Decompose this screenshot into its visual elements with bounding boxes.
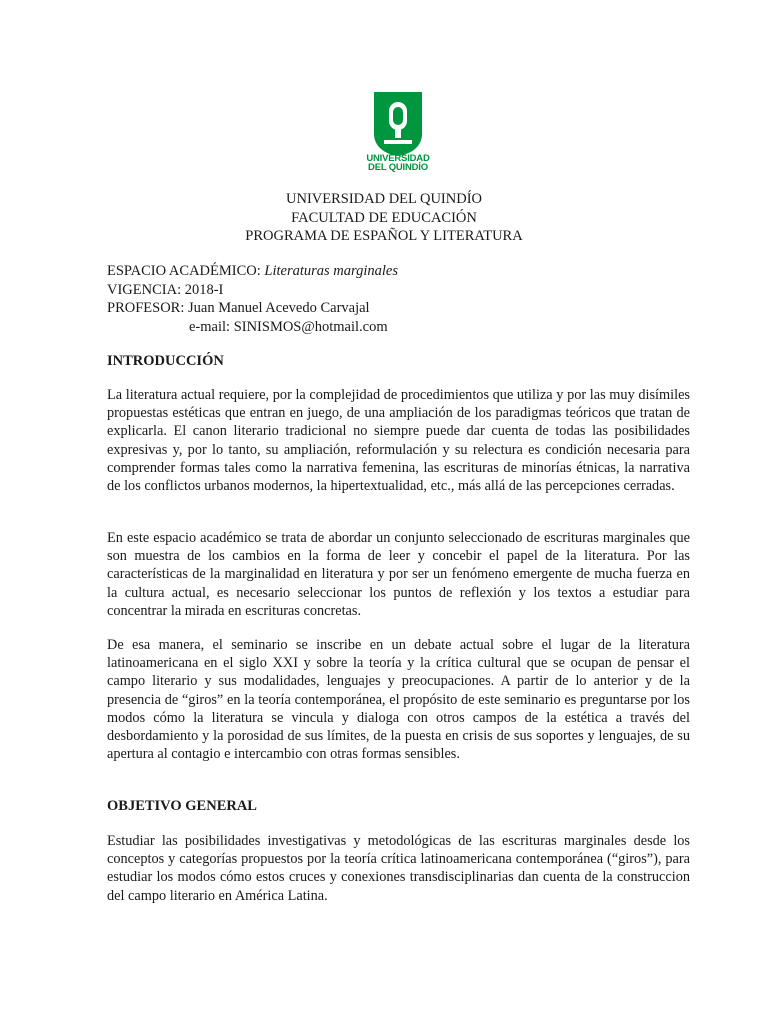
course-info bbox=[107, 262, 398, 336]
intro-paragraph-2 bbox=[107, 529, 690, 620]
espacio-label: ESPACIO ACADÉMICO: bbox=[107, 263, 265, 279]
espacio-academico-line bbox=[107, 262, 398, 281]
intro-paragraph-1 bbox=[107, 386, 690, 495]
paragraph-text: De esa manera, el seminario se inscribe en un debate actual sobre el lugar de la literatura latinoamericana en el siglo XXI y sobre la teoría y la crítica cultural que se ocupan de pensar el campo literario y sus modalidades, lenguajes y preocupaciones. A partir de lo anterior y de la presencia de “giros” en la teoría contemporánea, el propósito de este seminario es preguntarse por los modos cómo la literatura se vincula y dialoga con otros campos de la estética a través del desbordamiento y la porosidad de sus límites, de la puesta en crisis de sus soportes y lenguajes, de su apertura al contagio e intercambio con otras formas sensibles. bbox=[107, 637, 690, 763]
intro-paragraph-3 bbox=[107, 636, 690, 763]
email-line: e-mail: SINISMOS@hotmail.com bbox=[189, 318, 388, 335]
paragraph-text: Estudiar las posibilidades investigativas y metodológicas de las escrituras marginales desde los conceptos y categorías propuestos por la teoría crítica latinoamericana contemporánea (“giros”), para estudiar los modos cómo estos cruces y conexiones transdisciplinarias dan cuenta de la construccion del campo literario en América Latina. bbox=[107, 833, 690, 904]
document-header bbox=[0, 190, 768, 246]
objetivo-paragraph bbox=[107, 832, 690, 905]
logo-text-line2: DEL QUINDÍO bbox=[368, 162, 428, 173]
profesor-line: PROFESOR: Juan Manuel Acevedo Carvajal bbox=[107, 300, 370, 316]
university-name: UNIVERSIDAD DEL QUINDÍO bbox=[286, 191, 482, 207]
paragraph-text: En este espacio académico se trata de abordar un conjunto seleccionado de escrituras marginales que son muestra de los cambios en la forma de leer y concebir el papel de la literatura. Por las características de la marginalidad en literatura y por ser un fenómeno emergente de mucha fuerza en la cultura actual, es necesario seleccionar los puntos de reflexión y los textos a estudiar para concentrar la mirada en escrituras concretas. bbox=[107, 530, 690, 619]
faculty-name: FACULTAD DE EDUCACIÓN bbox=[291, 209, 477, 226]
program-name: PROGRAMA DE ESPAÑOL Y LITERATURA bbox=[245, 228, 523, 244]
objetivo-heading: OBJETIVO GENERAL bbox=[107, 798, 257, 814]
logo-text-line1: UNIVERSIDAD bbox=[366, 153, 430, 164]
introduccion-heading: INTRODUCCIÓN bbox=[107, 353, 224, 369]
vigencia-line: VIGENCIA: 2018-I bbox=[107, 281, 224, 298]
university-logo bbox=[362, 90, 434, 176]
espacio-value: Literaturas marginales bbox=[264, 263, 398, 279]
paragraph-text: La literatura actual requiere, por la complejidad de procedimientos que utiliza y por las muy disímiles propuestas estéticas que entran en juego, de una ampliación de los paradigmas teóricos que tratan de explicarla. El canon literario tradicional no siempre puede dar cuenta de todas las posibilidades expresivas y, por lo tanto, su ampliación, reformulación y su relectura es condición necesaria para comprender formas tales como la narrativa femenina, las escrituras de minorías étnicas, la narrativa de los conflictos urbanos modernos, la hipertextualidad, etc., más allá de las percepciones cerradas. bbox=[107, 387, 690, 495]
